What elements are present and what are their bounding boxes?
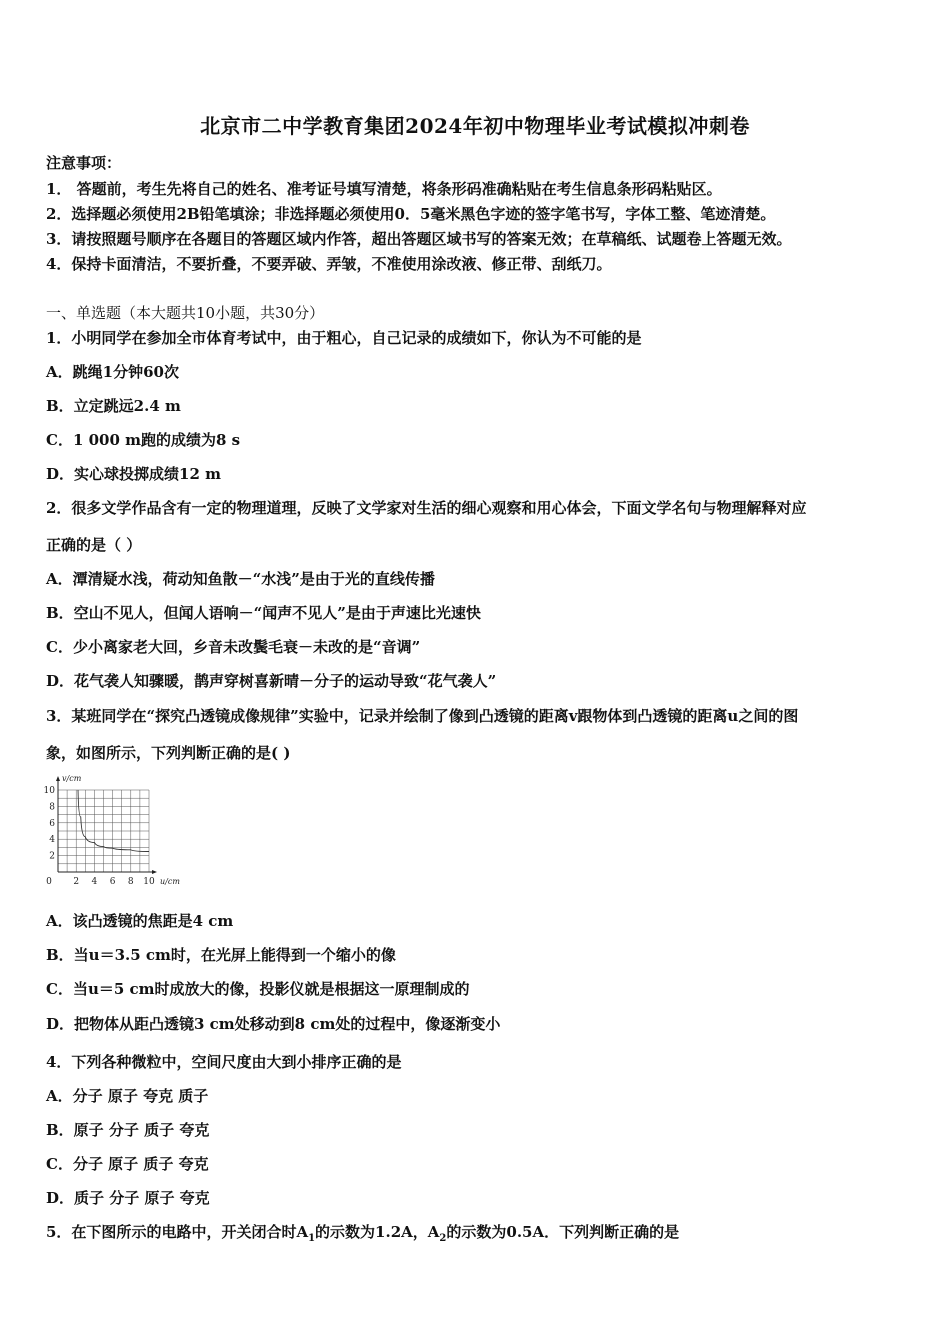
x-tick-label: 0 — [46, 877, 52, 887]
x-tick-label: 6 — [109, 877, 116, 887]
q5-stem-part-3: 的示数为0.5A．下列判断正确的是 — [446, 1223, 680, 1241]
q1-option-a: A．跳绳1分钟60次 — [46, 363, 179, 381]
x-axis-label: u/cm — [160, 877, 180, 886]
q5-stem-part-2: 的示数为1.2A，A — [315, 1223, 440, 1241]
q3-stem-line-1: 3．某班同学在“探究凸透镜成像规律”实验中，记录并绘制了像到凸透镜的距离v跟物体到凸透镜的距离u之间的图 — [46, 707, 799, 725]
q5-stem — [46, 1221, 679, 1244]
q1-option-c: C．1 000 m跑的成绩为8 s — [46, 431, 241, 449]
notice-heading: 注意事项： — [46, 154, 122, 172]
q2-stem-line-2: 正确的是（ ） — [46, 536, 142, 554]
notice-item-4: 4．保持卡面清洁，不要折叠，不要弄破、弄皱，不准使用涂改液、修正带、刮纸刀。 — [46, 255, 612, 273]
y-tick-label: 8 — [49, 802, 55, 813]
q1-option-d: D．实心球投掷成绩12 m — [46, 465, 221, 483]
lens-vu-graph — [44, 772, 190, 894]
graph-grid — [58, 790, 149, 872]
q2-option-d: D．花气袭人知骤暖，鹊声穿树喜新晴－分子的运动导致“花气袭人” — [46, 672, 497, 690]
q5-subscript-1: 1 — [308, 1233, 316, 1244]
q4-stem: 4．下列各种微粒中，空间尺度由大到小排序正确的是 — [46, 1053, 402, 1071]
q2-stem-line-1: 2．很多文学作品含有一定的物理道理，反映了文学家对生活的细心观察和用心体会，下面文学名句与物理解释对应 — [46, 499, 807, 517]
q4-option-a: A．分子 原子 夸克 质子 — [46, 1087, 209, 1105]
section-heading: 一、单选题（本大题共10小题，共30分） — [46, 304, 325, 322]
v-u-curve — [78, 790, 149, 852]
q4-option-b: B．原子 分子 质子 夸克 — [46, 1121, 210, 1139]
q3-option-c: C．当u＝5 cm时成放大的像，投影仪就是根据这一原理制成的 — [46, 980, 470, 998]
q1-option-b: B．立定跳远2.4 m — [46, 397, 181, 415]
q3-option-a: A．该凸透镜的焦距是4 cm — [46, 912, 234, 930]
q4-option-d: D．质子 分子 原子 夸克 — [46, 1189, 210, 1207]
y-axis-arrow — [56, 776, 60, 781]
y-tick-label: 4 — [49, 835, 55, 846]
x-tick-label: 8 — [127, 877, 134, 887]
q5-stem-part-1: 5．在下图所示的电路中，开关闭合时A — [46, 1223, 309, 1241]
y-axis-label: v/cm — [62, 774, 82, 783]
x-axis-arrow — [152, 870, 157, 874]
exam-title: 北京市二中学教育集团2024年初中物理毕业考试模拟冲刺卷 — [200, 114, 750, 138]
notice-item-3: 3．请按照题号顺序在各题目的答题区域内作答，超出答题区域书写的答案无效；在草稿纸、试题卷上答题无效。 — [46, 230, 792, 248]
x-tick-label: 10 — [143, 877, 155, 887]
q4-option-c: C．分子 原子 质子 夸克 — [46, 1155, 209, 1173]
notice-item-1: 1． 答题前，考生先将自己的姓名、准考证号填写清楚，将条形码准确粘贴在考生信息条形码粘贴区。 — [46, 180, 722, 198]
q2-option-c: C．少小离家老大回，乡音未改鬓毛衰－未改的是“音调” — [46, 638, 421, 656]
q1-stem: 1．小明同学在参加全市体育考试中，由于粗心，自己记录的成绩如下，你认为不可能的是 — [46, 329, 642, 347]
q2-option-a: A．潭清疑水浅，荷动知鱼散－“水浅”是由于光的直线传播 — [46, 570, 435, 588]
q5-subscript-2: 2 — [439, 1233, 447, 1244]
x-tick-label: 4 — [91, 877, 98, 887]
y-tick-label: 2 — [49, 851, 55, 862]
q3-option-b: B．当u＝3.5 cm时，在光屏上能得到一个缩小的像 — [46, 946, 396, 964]
y-tick-label: 6 — [49, 818, 55, 829]
q3-option-d: D．把物体从距凸透镜3 cm处移动到8 cm处的过程中，像逐渐变小 — [46, 1015, 501, 1033]
q3-stem-line-2: 象，如图所示，下列判断正确的是( ) — [46, 744, 291, 762]
notice-item-2: 2．选择题必须使用2B铅笔填涂；非选择题必须使用0．5毫米黑色字迹的签字笔书写，字体工整、笔迹清楚。 — [46, 205, 776, 223]
q2-option-b: B．空山不见人，但闻人语响－“闻声不见人”是由于声速比光速快 — [46, 604, 481, 622]
y-tick-label: 10 — [44, 786, 55, 796]
x-tick-label: 2 — [73, 877, 80, 887]
